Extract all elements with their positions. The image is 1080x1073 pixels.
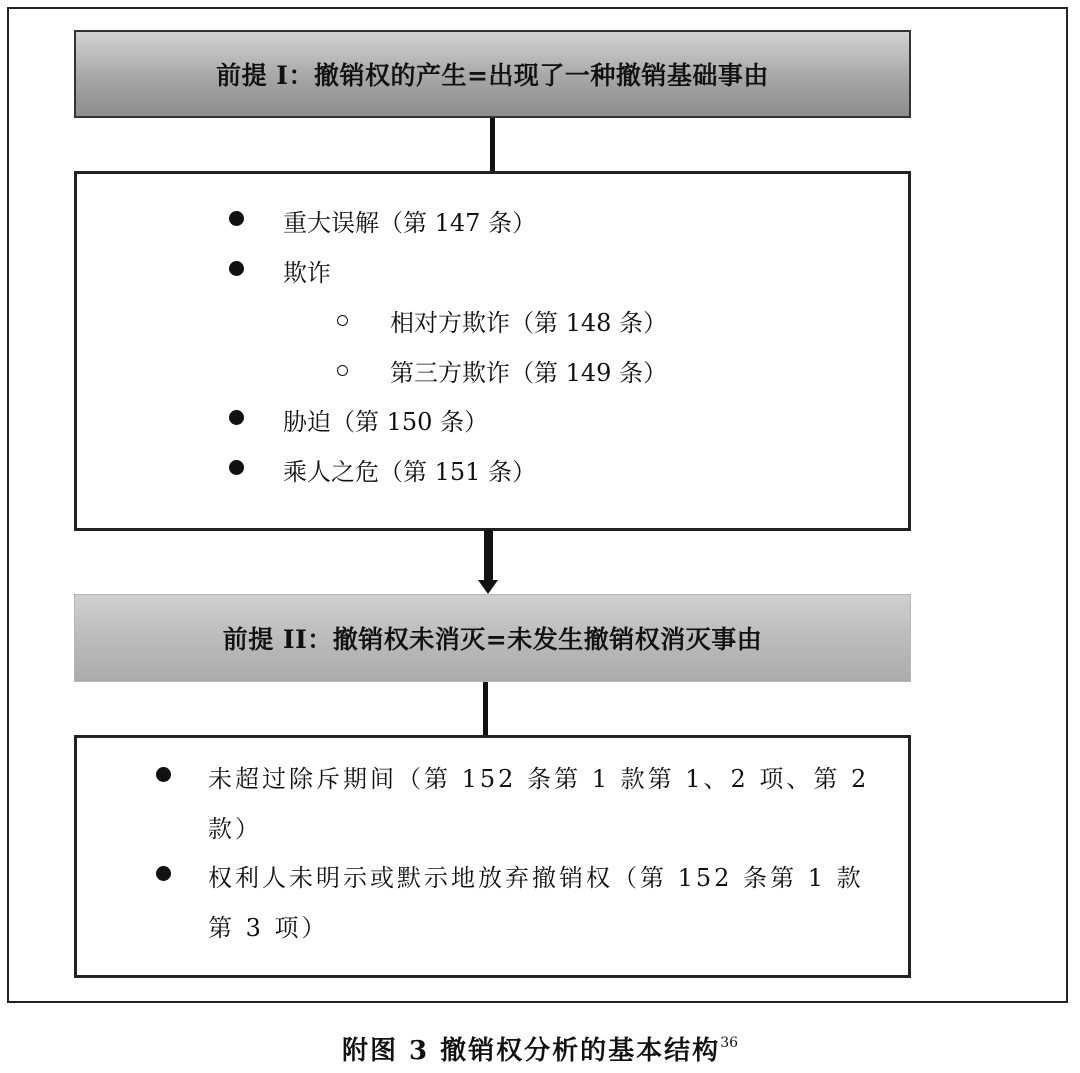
ground-subitem-third-party-fraud: 第三方欺诈（第 149 条） bbox=[390, 359, 668, 387]
bullet-icon bbox=[156, 866, 171, 881]
ground-item-fraud: 欺诈 bbox=[283, 259, 331, 287]
arrow-down-icon bbox=[478, 580, 498, 594]
ground-item-exploitation: 乘人之危（第 151 条） bbox=[283, 458, 537, 486]
figure-caption bbox=[0, 1030, 1080, 1067]
condition-2-line-2: 第 3 项） bbox=[208, 914, 329, 942]
connector-line-1 bbox=[490, 118, 495, 171]
premise-1-label: 前提 I：撤销权的产生=出现了一种撤销基础事由 bbox=[216, 61, 769, 90]
connector-line-2 bbox=[483, 682, 488, 735]
premise-1-box bbox=[74, 30, 911, 118]
premise-2-box bbox=[74, 594, 911, 682]
connector-arrow-shaft bbox=[484, 530, 493, 582]
circle-bullet-icon bbox=[337, 315, 348, 326]
condition-1-line-2: 款） bbox=[208, 815, 262, 843]
condition-1-line-1: 未超过除斥期间（第 152 条第 1 款第 1、2 项、第 2 bbox=[208, 765, 870, 793]
bullet-icon bbox=[229, 410, 244, 425]
ground-subitem-counterparty-fraud: 相对方欺诈（第 148 条） bbox=[390, 309, 668, 337]
bullet-icon bbox=[229, 211, 244, 226]
circle-bullet-icon bbox=[337, 365, 348, 376]
ground-item-duress: 胁迫（第 150 条） bbox=[283, 408, 489, 436]
bullet-icon bbox=[229, 261, 244, 276]
condition-2-line-1: 权利人未明示或默示地放弃撤销权（第 152 条第 1 款 bbox=[208, 864, 864, 892]
bullet-icon bbox=[229, 460, 244, 475]
caption-footnote: 36 bbox=[720, 1035, 739, 1051]
caption-text: 附图 3 撤销权分析的基本结构 bbox=[341, 1036, 721, 1066]
bullet-icon bbox=[156, 767, 171, 782]
premise-2-label: 前提 II：撤销权未消灭=未发生撤销权消灭事由 bbox=[222, 625, 763, 654]
ground-item-mistake: 重大误解（第 147 条） bbox=[283, 209, 537, 237]
